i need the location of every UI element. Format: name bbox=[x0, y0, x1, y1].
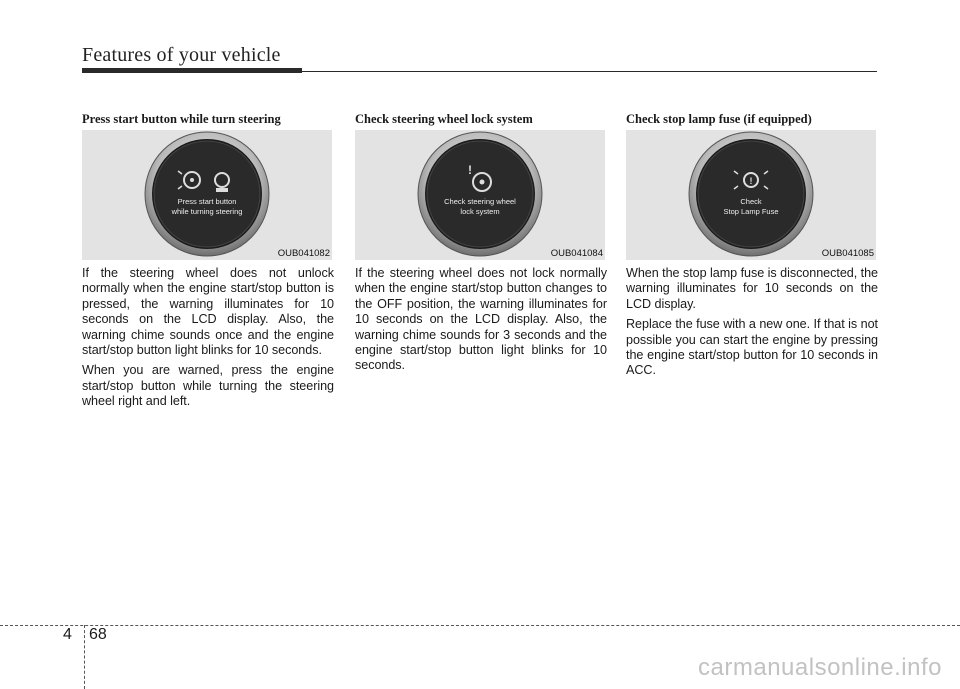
paragraph: If the steering wheel does not lock normally when the engine start/stop button changes to the OFF position, the warning illuminates for 10 seconds on the LCD display. Also, the warning chime sounds for 3 seconds and the engine start/stop button light blinks for 10 seconds. bbox=[355, 266, 607, 373]
display-line: while turning steering bbox=[171, 207, 243, 216]
display-line: Check bbox=[740, 197, 762, 206]
figure-code: OUB041082 bbox=[277, 248, 330, 259]
paragraph: If the steering wheel does not unlock normally when the engine start/stop button is pressed, the warning illuminates for 10 seconds on the LCD display. Also, the warning chime sounds once and the engine start/stop button light blinks for 10 seconds. bbox=[82, 266, 334, 358]
display-line: Press start button bbox=[177, 197, 237, 206]
paragraph: When you are warned, press the engine start/stop button while turning the steering wheel right and left. bbox=[82, 363, 334, 409]
svg-text:!: ! bbox=[468, 163, 472, 177]
section-check-stop-lamp-fuse bbox=[626, 112, 878, 384]
section-press-start-button bbox=[82, 112, 334, 415]
paragraph: When the stop lamp fuse is disconnected, the warning illuminates for 10 seconds on the LCD display. bbox=[626, 266, 878, 311]
chapter-number: 4 bbox=[63, 626, 72, 643]
figure-check-stop-lamp-fuse bbox=[626, 130, 876, 260]
footer-divider bbox=[84, 625, 85, 689]
page-number: 68 bbox=[89, 626, 107, 643]
figure-press-start-button bbox=[82, 130, 332, 260]
figure-check-steering-wheel-lock bbox=[355, 130, 605, 260]
gauge-illustration bbox=[82, 130, 332, 260]
display-line: lock system bbox=[460, 207, 500, 216]
svg-text:!: ! bbox=[749, 176, 753, 186]
section-heading: Press start button while turn steering bbox=[82, 112, 281, 126]
footer-rule bbox=[0, 625, 960, 626]
gauge-illustration bbox=[626, 130, 876, 260]
page-header-title: Features of your vehicle bbox=[82, 44, 281, 66]
figure-code: OUB041085 bbox=[821, 248, 874, 259]
section-check-steering-wheel-lock bbox=[355, 112, 607, 379]
section-heading: Check steering wheel lock system bbox=[355, 112, 533, 126]
figure-code: OUB041084 bbox=[550, 248, 603, 259]
watermark: carmanualsonline.info bbox=[698, 654, 942, 681]
paragraph: Replace the fuse with a new one. If that is not possible you can start the engine by pressing the engine start/stop button for 10 seconds in ACC. bbox=[626, 317, 878, 378]
section-heading: Check stop lamp fuse (if equipped) bbox=[626, 112, 812, 126]
gauge-illustration bbox=[355, 130, 605, 260]
header-rule-thin bbox=[82, 71, 877, 72]
display-line: Check steering wheel bbox=[444, 197, 516, 206]
display-line: Stop Lamp Fuse bbox=[723, 207, 779, 216]
